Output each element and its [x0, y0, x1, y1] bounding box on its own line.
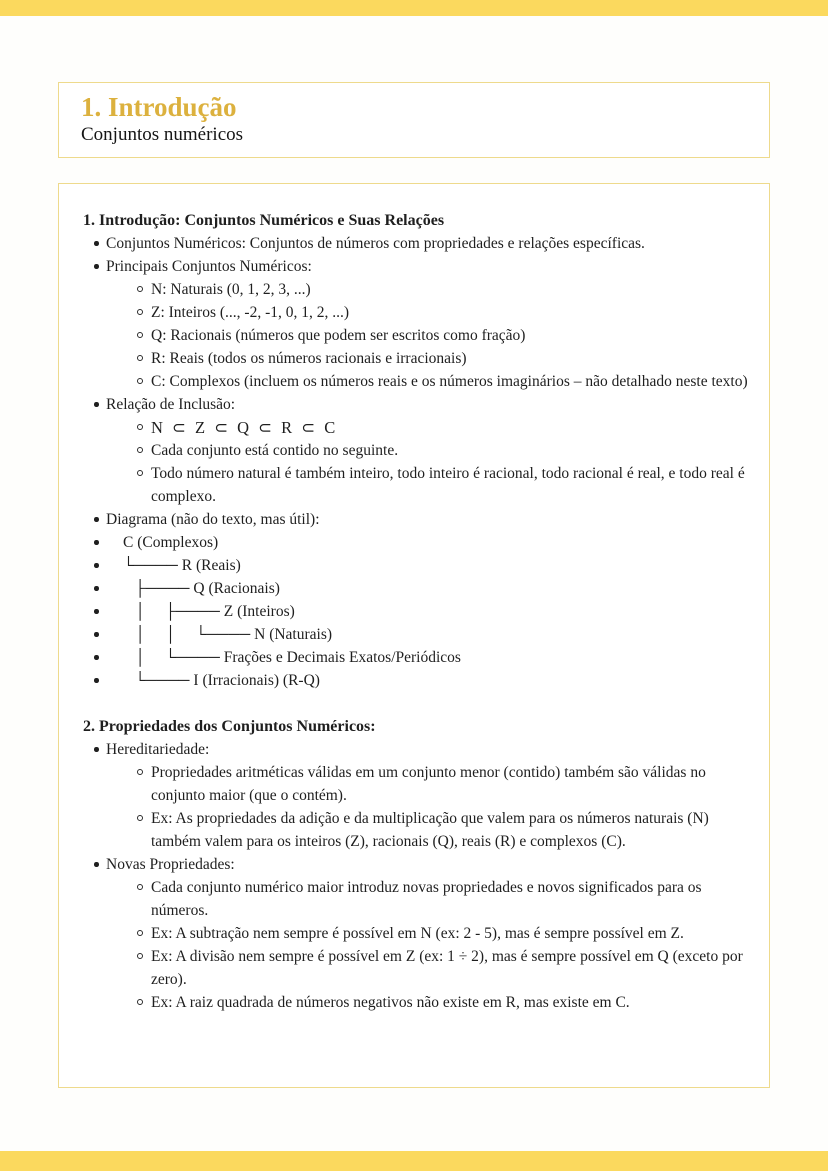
title-box — [58, 82, 770, 158]
subbullet-ex-raiz: Ex: A raiz quadrada de números negativos não existe em R, mas existe em C. — [59, 991, 749, 1014]
subbullet-complexos: C: Complexos (incluem os números reais e os números imaginários – não detalhado neste texto) — [59, 370, 749, 393]
tree-line-irracionais: └──── I (Irracionais) (R-Q) — [59, 669, 749, 692]
tree-line-racionais: ├──── Q (Racionais) — [59, 577, 749, 600]
tree-line-fracoes: │ └──── Frações e Decimais Exatos/Periódicos — [59, 646, 749, 669]
tree-line-inteiros: │ ├──── Z (Inteiros) — [59, 600, 749, 623]
subbullet-inteiros: Z: Inteiros (..., -2, -1, 0, 1, 2, ...) — [59, 301, 749, 324]
bullet-hereditariedade: Hereditariedade: — [59, 738, 749, 761]
tree-line-reais: └──── R (Reais) — [59, 554, 749, 577]
subbullet-ex-divisao: Ex: A divisão nem sempre é possível em Z (ex: 1 ÷ 2), mas é sempre possível em Q (exceto por zero). — [59, 945, 749, 991]
bullet-conjuntos-numericos: Conjuntos Numéricos: Conjuntos de números com propriedades e relações específicas. — [59, 232, 749, 255]
subbullet-reais: R: Reais (todos os números racionais e irracionais) — [59, 347, 749, 370]
content-box — [58, 183, 770, 1088]
bullet-relacao-inclusao: Relação de Inclusão: — [59, 393, 749, 416]
subbullet-cada-conjunto: Cada conjunto está contido no seguinte. — [59, 439, 749, 462]
tree-line-naturais: │ │ └──── N (Naturais) — [59, 623, 749, 646]
subbullet-ex-adicao-multiplicacao: Ex: As propriedades da adição e da multiplicação que valem para os números naturais (N) também valem para os inteiros (Z), racionais (Q), reais (R) e complexos (C). — [59, 807, 749, 853]
top-accent-bar — [0, 0, 828, 16]
subbullet-propriedades-aritmeticas: Propriedades aritméticas válidas em um conjunto menor (contido) também são válidas no conjunto maior (que o contém). — [59, 761, 749, 807]
subbullet-ex-subtracao: Ex: A subtração nem sempre é possível em N (ex: 2 - 5), mas é sempre possível em Z. — [59, 922, 749, 945]
section1-heading: 1. Introdução: Conjuntos Numéricos e Suas Relações — [83, 212, 445, 229]
subbullet-inclusion-chain: N ⊂ Z ⊂ Q ⊂ R ⊂ C — [59, 416, 749, 439]
subbullet-naturais: N: Naturais (0, 1, 2, 3, ...) — [59, 278, 749, 301]
page-title: 1. Introdução — [81, 92, 237, 122]
section2-heading: 2. Propriedades dos Conjuntos Numéricos: — [83, 718, 376, 735]
bullet-novas-propriedades: Novas Propriedades: — [59, 853, 749, 876]
page-subtitle: Conjuntos numéricos — [81, 124, 244, 146]
bottom-accent-bar — [0, 1151, 828, 1171]
subbullet-racionais: Q: Racionais (números que podem ser escritos como fração) — [59, 324, 749, 347]
bullet-diagrama: Diagrama (não do texto, mas útil): — [59, 508, 749, 531]
subbullet-cada-conjunto-maior: Cada conjunto numérico maior introduz novas propriedades e novos significados para os números. — [59, 876, 749, 922]
subbullet-todo-numero: Todo número natural é também inteiro, todo inteiro é racional, todo racional é real, e todo real é complexo. — [59, 462, 749, 508]
tree-line-complexos: C (Complexos) — [59, 531, 749, 554]
bullet-principais-conjuntos: Principais Conjuntos Numéricos: — [59, 255, 749, 278]
